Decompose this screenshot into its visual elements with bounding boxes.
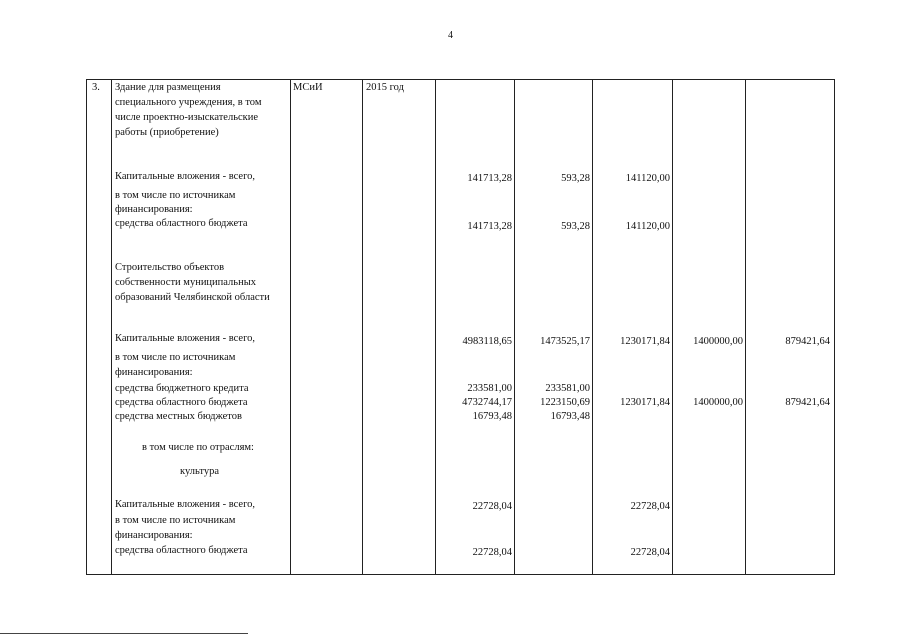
table-top-border — [86, 79, 835, 80]
executor: МСиИ — [293, 82, 323, 93]
value-cell: 1223150,69 — [540, 397, 590, 408]
value-cell: 141713,28 — [467, 173, 512, 184]
source-label: средства областного бюджета — [115, 397, 248, 408]
funding-sources-label: финансирования: — [115, 367, 193, 378]
value-cell: 141120,00 — [625, 173, 670, 184]
value-cell: 233581,00 — [467, 383, 512, 394]
value-cell: 141713,28 — [467, 221, 512, 232]
source-label: средства местных бюджетов — [115, 411, 242, 422]
funding-sources-label: в том числе по источникам — [115, 190, 236, 201]
value-cell: 1230171,84 — [620, 336, 670, 347]
funding-sources-label: в том числе по источникам — [115, 515, 236, 526]
footnote-rule — [0, 633, 248, 634]
value-cell: 4983118,65 — [462, 336, 512, 347]
budget-table — [86, 79, 835, 575]
row-number: 3. — [92, 82, 100, 93]
value-cell: 16793,48 — [550, 411, 590, 422]
capital-investment-label: Капитальные вложения - всего, — [115, 171, 255, 182]
capital-investment-label: Капитальные вложения - всего, — [115, 333, 255, 344]
funding-sources-label: финансирования: — [115, 530, 193, 541]
col-divider — [745, 79, 746, 575]
col-divider — [290, 79, 291, 575]
page-number: 4 — [448, 30, 453, 41]
source-label: средства бюджетного кредита — [115, 383, 249, 394]
sector-name: культура — [180, 466, 219, 477]
section-title-line: образований Челябинской области — [115, 292, 270, 303]
section-title-line: собственности муниципальных — [115, 277, 256, 288]
value-cell: 593,28 — [561, 221, 590, 232]
value-cell: 4732744,17 — [462, 397, 512, 408]
value-cell: 593,28 — [561, 173, 590, 184]
value-cell: 141120,00 — [625, 221, 670, 232]
col-divider — [362, 79, 363, 575]
period: 2015 год — [366, 82, 404, 93]
item-title-line: работы (приобретение) — [115, 127, 219, 138]
value-cell: 1230171,84 — [620, 397, 670, 408]
value-cell: 22728,04 — [472, 547, 512, 558]
col-divider — [514, 79, 515, 575]
table-left-border — [86, 79, 87, 575]
value-cell: 16793,48 — [472, 411, 512, 422]
section-title-line: Строительство объектов — [115, 262, 225, 273]
capital-investment-label: Капитальные вложения - всего, — [115, 499, 255, 510]
source-label: средства областного бюджета — [115, 218, 248, 229]
col-divider — [111, 79, 112, 575]
table-right-border — [834, 79, 835, 575]
item-title-line: числе проектно-изыскательские — [115, 112, 259, 123]
item-title-line: специального учреждения, в том — [115, 97, 262, 108]
value-cell: 1400000,00 — [693, 397, 743, 408]
value-cell: 22728,04 — [630, 547, 670, 558]
value-cell: 1473525,17 — [540, 336, 590, 347]
funding-sources-label: финансирования: — [115, 204, 193, 215]
source-label: средства областного бюджета — [115, 545, 248, 556]
value-cell: 879421,64 — [785, 336, 830, 347]
sector-heading: в том числе по отраслям: — [142, 442, 254, 453]
value-cell: 22728,04 — [630, 501, 670, 512]
table-bottom-border — [86, 574, 835, 575]
col-divider — [672, 79, 673, 575]
value-cell: 22728,04 — [472, 501, 512, 512]
item-title-line: Здание для размещения — [115, 82, 221, 93]
funding-sources-label: в том числе по источникам — [115, 352, 236, 363]
value-cell: 233581,00 — [545, 383, 590, 394]
value-cell: 879421,64 — [785, 397, 830, 408]
value-cell: 1400000,00 — [693, 336, 743, 347]
